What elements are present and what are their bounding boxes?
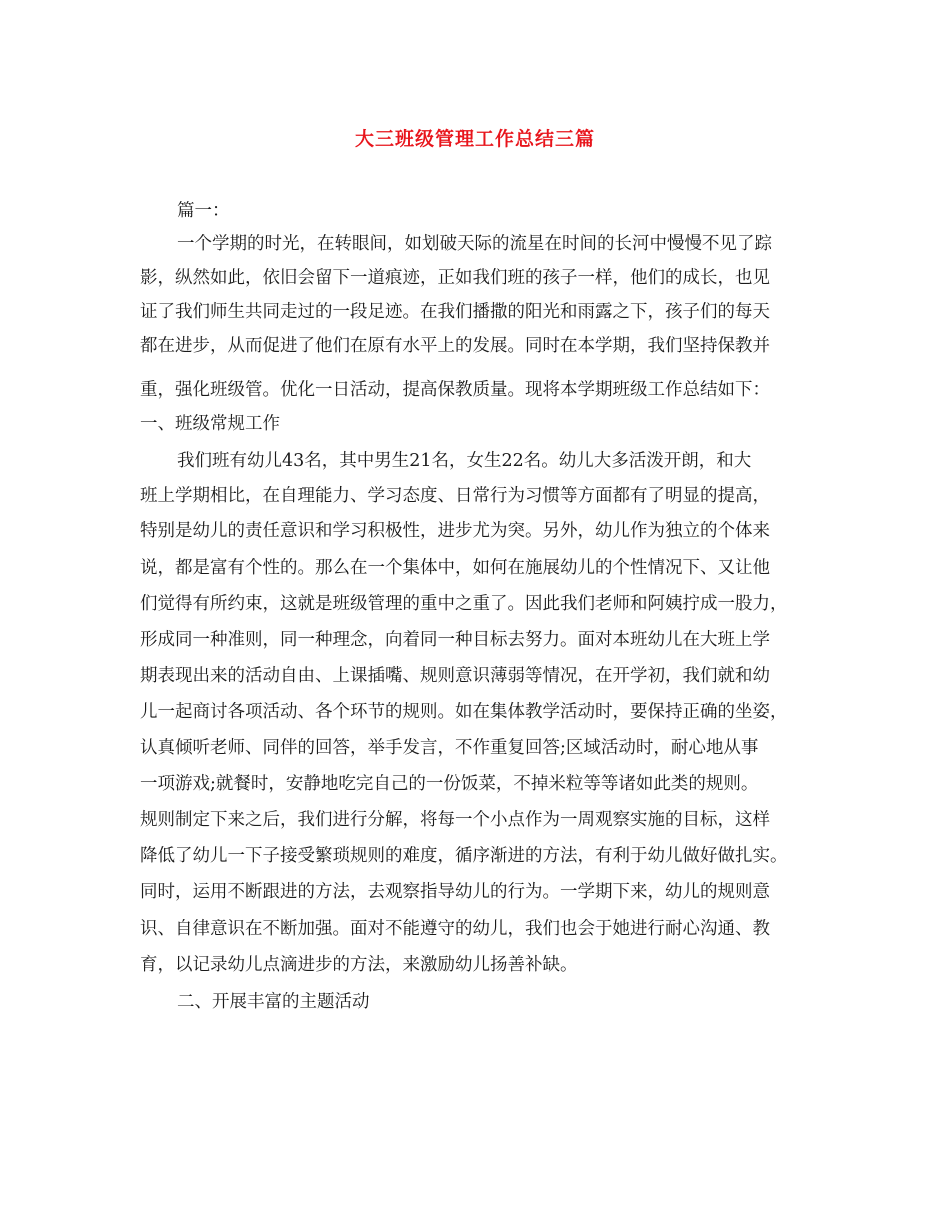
paragraph-line: 说，都是富有个性的。那么在一个集体中，如何在施展幼儿的个性情况下、又让他	[140, 558, 770, 578]
paragraph-line: 我们班有幼儿43名，其中男生21名，女生22名。幼儿大多活泼开朗，和大	[177, 451, 752, 471]
paragraph-line: 识、自律意识在不断加强。面对不能遵守的幼儿，我们也会于她进行耐心沟通、教	[140, 919, 770, 939]
section-heading-part-one: 篇一：	[177, 201, 230, 221]
paragraph-line: 形成同一种准则，同一种理念，向着同一种目标去努力。面对本班幼儿在大班上学	[140, 630, 770, 650]
document-title: 大三班级管理工作总结三篇	[354, 128, 595, 150]
paragraph-line: 重，强化班级管。优化一日活动，提高保教质量。现将本学期班级工作总结如下：	[140, 380, 770, 400]
section-heading-class-routine: 一、班级常规工作	[140, 414, 280, 434]
paragraph-line: 证了我们师生共同走过的一段足迹。在我们播撒的阳光和雨露之下，孩子们的每天	[140, 302, 770, 322]
paragraph-line: 一项游戏;就餐时，安静地吃完自己的一份饭菜，不掉米粒等等诸如此类的规则。	[140, 774, 759, 794]
paragraph-line: 儿一起商讨各项活动、各个环节的规则。如在集体教学活动时，要保持正确的坐姿，	[140, 702, 788, 722]
paragraph-line: 规则制定下来之后，我们进行分解，将每一个小点作为一周观察实施的目标，这样	[140, 810, 770, 830]
paragraph-line: 影，纵然如此，依旧会留下一道痕迹，正如我们班的孩子一样，他们的成长，也见	[140, 268, 770, 288]
paragraph-line: 们觉得有所约束，这就是班级管理的重中之重了。因此我们老师和阿姨拧成一股力，	[140, 594, 788, 614]
paragraph-line: 期表现出来的活动自由、上课插嘴、规则意识薄弱等情况，在开学初，我们就和幼	[140, 666, 770, 686]
paragraph-line: 班上学期相比，在自理能力、学习态度、日常行为习惯等方面都有了明显的提高，	[140, 486, 770, 506]
paragraph-line: 降低了幼儿一下子接受繁琐规则的难度，循序渐进的方法，有利于幼儿做好做扎实。	[140, 846, 788, 866]
paragraph-line: 认真倾听老师、同伴的回答，举手发言，不作重复回答;区域活动时，耐心地从事	[140, 738, 759, 758]
paragraph-line: 育，以记录幼儿点滴进步的方法，来激励幼儿扬善补缺。	[140, 955, 578, 975]
paragraph-line: 都在进步，从而促进了他们在原有水平上的发展。同时在本学期，我们坚持保教并	[140, 336, 770, 356]
section-heading-theme-activities: 二、开展丰富的主题活动	[177, 992, 370, 1012]
paragraph-line: 特别是幼儿的责任意识和学习积极性，进步尤为突。另外，幼儿作为独立的个体来	[140, 521, 770, 541]
paragraph-line: 一个学期的时光，在转眼间，如划破天际的流星在时间的长河中慢慢不见了踪	[177, 234, 772, 254]
paragraph-line: 同时，运用不断跟进的方法，去观察指导幼儿的行为。一学期下来，幼儿的规则意	[140, 882, 770, 902]
